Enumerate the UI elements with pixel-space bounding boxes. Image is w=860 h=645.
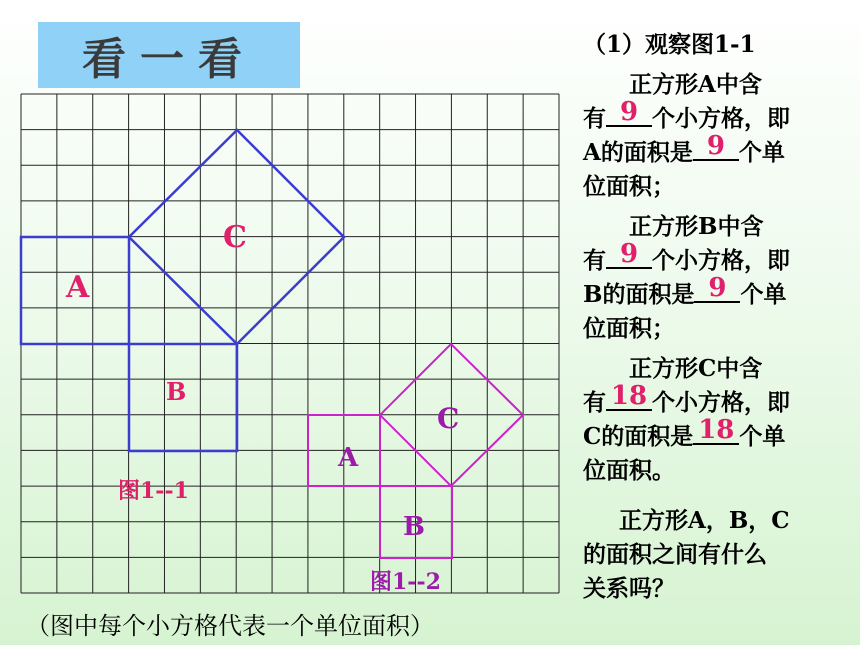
a-line-4: 位面积； — [583, 173, 675, 200]
label-b-2: B — [403, 512, 425, 542]
label-c-2: C — [437, 402, 460, 435]
question-line-2: 的面积之间有什么 — [583, 541, 767, 568]
c-count-blank: 18 — [606, 383, 652, 411]
b-line-1: 正方形B中含 — [629, 213, 764, 240]
c-line-3-post: 个单 — [739, 423, 786, 450]
label-b-1: B — [166, 377, 187, 406]
c-line-2-post: 个小方格，即 — [652, 389, 790, 416]
b-line-4: 位面积； — [583, 315, 675, 342]
c-line-4: 位面积。 — [583, 457, 675, 484]
caption-fig-1-2: 图1--2 — [370, 569, 441, 595]
b-line-2-post: 个小方格，即 — [652, 247, 790, 274]
label-a-1: A — [66, 270, 90, 305]
a-count-blank: 9 — [606, 99, 652, 127]
a-line-3-pre: A的面积是 — [583, 139, 693, 166]
b-line-3-post: 个单 — [740, 281, 787, 308]
caption-fig-1-1: 图1--1 — [118, 478, 189, 504]
a-line-2-pre: 有 — [583, 105, 606, 132]
label-a-2: A — [338, 443, 359, 473]
footnote: （图中每个小方格代表一个单位面积） — [26, 612, 434, 640]
b-area-blank: 9 — [694, 275, 740, 303]
question-line-1: 正方形A，B，C — [619, 507, 790, 534]
a-area-blank: 9 — [693, 133, 739, 161]
c-line-3-pre: C的面积是 — [583, 423, 694, 450]
label-c-1: C — [223, 220, 247, 255]
c-line-3 — [583, 415, 848, 454]
c-area-blank: 18 — [693, 417, 739, 445]
a-line-3-post: 个单 — [738, 139, 785, 166]
page-title: 看一看 — [82, 34, 256, 85]
explanation-text — [583, 28, 848, 606]
a-line-2-post: 个小方格，即 — [652, 105, 790, 132]
section-heading: （1）观察图1-1 — [583, 31, 756, 58]
a-line-1: 正方形A中含 — [629, 71, 762, 98]
c-line-2-pre: 有 — [583, 389, 606, 416]
b-count-blank: 9 — [606, 241, 652, 269]
b-line-3 — [583, 273, 848, 312]
b-line-2-pre: 有 — [583, 247, 606, 274]
b-line-3-pre: B的面积是 — [583, 281, 695, 308]
c-line-1: 正方形C中含 — [629, 355, 763, 382]
a-line-3 — [583, 131, 848, 170]
question-line-3: 关系吗？ — [583, 575, 675, 602]
